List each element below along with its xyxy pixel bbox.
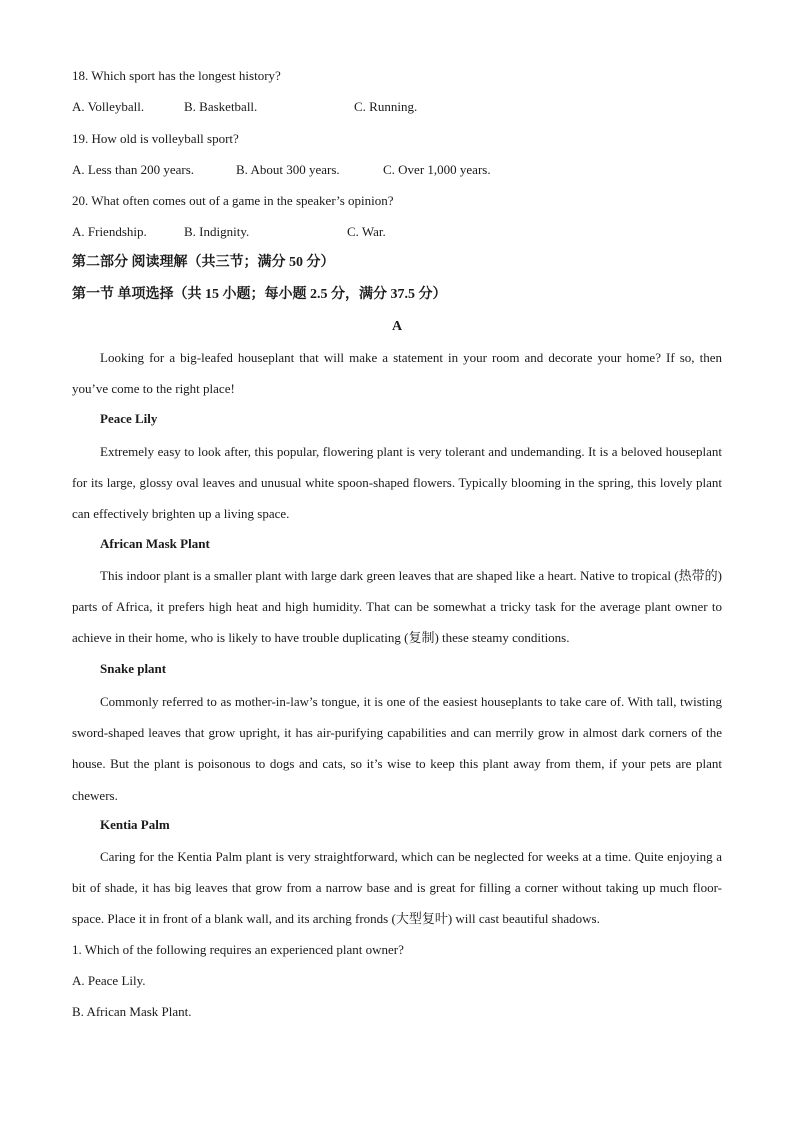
question-1: 1. Which of the following requires an experienced plant owner? — [72, 942, 404, 957]
plant-text-peace-lily: Extremely easy to look after, this popular, flowering plant is very tolerant and undemanding. It is a beloved houseplant for its large, glossy oval leaves and unusual white spoon-shaped flowers. Typically blooming in the spring, this lovely plant can effectively brighten up a living space. — [72, 444, 722, 522]
part-two-title: 第二部分 阅读理解（共三节；满分 50 分） — [72, 255, 335, 270]
plant-text-snake-plant: Commonly referred to as mother-in-law’s tongue, it is one of the easiest houseplants to take care of. With tall, twisting sword-shaped leaves that grow upright, it has air-purifying capabilities and can merrily grow in almost dark corners of the house. But the plant is poisonous to dogs and cats, so it’s wise to keep this plant away from them, if your pets are plant chewers. — [72, 694, 722, 803]
plant-heading-african-mask: African Mask Plant — [100, 536, 210, 551]
question-19: 19. How old is volleyball sport? — [72, 131, 239, 146]
section-one-title: 第一节 单项选择（共 15 小题；每小题 2.5 分，满分 37.5 分） — [72, 287, 447, 302]
passage-intro: Looking for a big-leafed houseplant that will make a statement in your room and decorate your home? If so, then you’ve come to the right place! — [72, 350, 722, 397]
q19-option-b: B. About 300 years. — [236, 162, 340, 177]
plant-heading-kentia-palm: Kentia Palm — [100, 817, 170, 832]
q19-option-a: A. Less than 200 years. — [72, 162, 195, 177]
q1-option-a: A. Peace Lily. — [72, 973, 146, 988]
q20-option-a: A. Friendship. — [72, 224, 147, 239]
q1-option-b: B. African Mask Plant. — [72, 1004, 192, 1019]
q20-option-c: C. War. — [347, 224, 386, 239]
question-20: 20. What often comes out of a game in the speaker’s opinion? — [72, 193, 394, 208]
q18-option-a: A. Volleyball. — [72, 99, 145, 114]
plant-text-african-mask: This indoor plant is a smaller plant with large dark green leaves that are shaped like a heart. Native to tropical (热带的) parts of Africa, it prefers high heat and high humidity. That can be somewhat a tricky task for the average plant owner to achieve in their home, who is likely to have trouble duplicating (复制) these steamy conditions. — [72, 568, 722, 646]
plant-heading-snake-plant: Snake plant — [100, 661, 167, 676]
q18-option-b: B. Basketball. — [184, 99, 258, 114]
plant-heading-peace-lily: Peace Lily — [100, 411, 158, 426]
passage-letter: A — [391, 319, 403, 334]
question-18: 18. Which sport has the longest history? — [72, 68, 281, 83]
q19-option-c: C. Over 1,000 years. — [383, 162, 491, 177]
q18-option-c: C. Running. — [354, 99, 418, 114]
plant-text-kentia-palm: Caring for the Kentia Palm plant is very straightforward, which can be neglected for weeks at a time. Quite enjoying a bit of shade, it has big leaves that grow from a narrow base and is great for filling a corner without taking up much floor-space. Place it in front of a blank wall, and its arching fronds (大型复叶) will cast beautiful shadows. — [72, 849, 722, 927]
q20-option-b: B. Indignity. — [184, 224, 250, 239]
